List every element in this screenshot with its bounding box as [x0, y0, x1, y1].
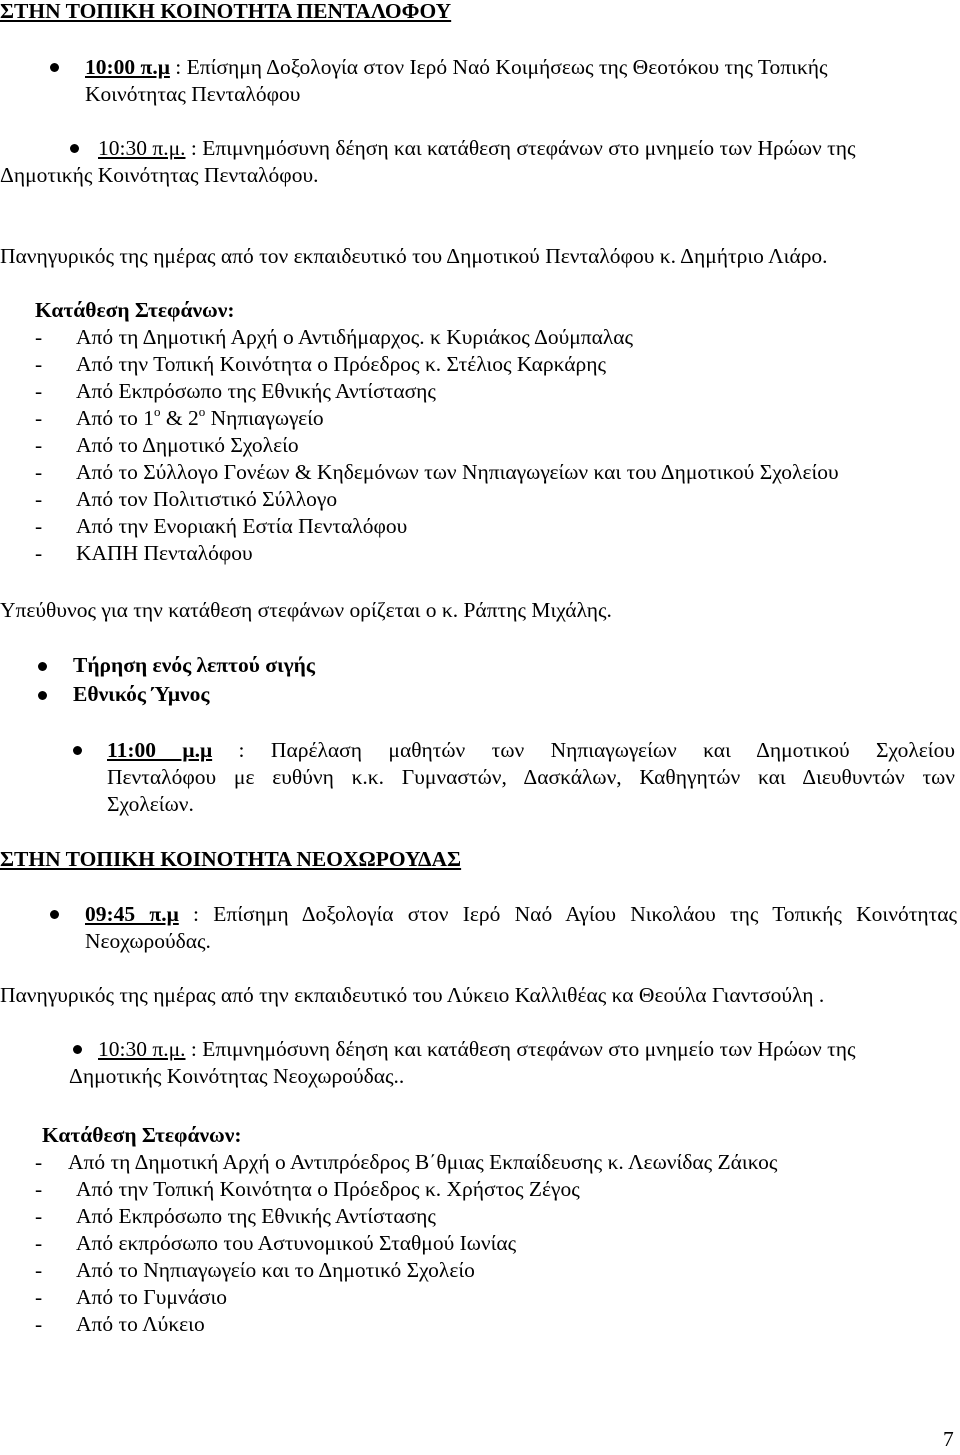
- item-text-continued: Δημοτικής Κοινότητας Νεοχωρούδας..: [69, 1064, 405, 1088]
- program-item-memorial-pentalofos: [98, 135, 856, 162]
- wreath-item: ΚΑΠΗ Πενταλόφου: [76, 541, 253, 565]
- responsible-person-line: Υπεύθυνος για την κατάθεση στεφάνων ορίζεται ο κ. Ράπτης Μιχάλης.: [0, 598, 612, 622]
- bullet-icon: [73, 1045, 82, 1054]
- wreath-item: Από την Τοπική Κοινότητα ο Πρόεδρος κ. Χρήστος Ζέγος: [76, 1177, 580, 1201]
- program-item-doxology-neochorouda: [85, 901, 957, 928]
- national-anthem: Εθνικός Ύμνος: [73, 682, 210, 706]
- speech-line: Πανηγυρικός της ημέρας από τον εκπαιδευτικό του Δημοτικού Πενταλόφου κ. Δημήτριο Λιάρο.: [0, 244, 828, 268]
- wreath-item-kindergartens: Από το $1^o$ & $2^o$ Νηπιαγωγείο: [76, 404, 324, 430]
- wreaths-title: Κατάθεση Στεφάνων:: [42, 1123, 242, 1147]
- section-heading-neochorouda: ΣΤΗΝ ΤΟΠΙΚΗ ΚΟΙΝΟΤΗΤΑ ΝΕΟΧΩΡΟΥΔΑΣ: [0, 847, 462, 871]
- item-text: : Επιμνημόσυνη δέηση και κατάθεση στεφάνων στο μνημείο των Ηρώων της: [185, 1037, 856, 1061]
- bullet-icon: [70, 144, 79, 153]
- wreath-item: Από τον Πολιτιστικό Σύλλογο: [76, 487, 338, 511]
- page-number: 7: [943, 1427, 954, 1451]
- program-item-doxology-pentalofos: [85, 54, 828, 81]
- wreath-item: Από την Τοπική Κοινότητα ο Πρόεδρος κ. Στέλιος Καρκάρης: [76, 352, 607, 376]
- item-text: : Επιμνημόσυνη δέηση και κατάθεση στεφάνων στο μνημείο των Ηρώων της: [185, 136, 856, 160]
- speech-line: Πανηγυρικός της ημέρας από την εκπαιδευτικό του Λύκειο Καλλιθέας κα Θεούλα Γιαντσούλη .: [0, 983, 825, 1007]
- wreath-item: Από εκπρόσωπο του Αστυνομικού Σταθμού Ιωνίας: [76, 1231, 517, 1255]
- bullet-icon: [38, 691, 47, 700]
- bullet-icon: [50, 910, 59, 919]
- wreath-item: Από την Ενοριακή Εστία Πενταλόφου: [76, 514, 408, 538]
- bullet-icon: [50, 63, 59, 72]
- time-label: 09:45 π.μ: [85, 902, 179, 926]
- wreaths-title: Κατάθεση Στεφάνων:: [35, 298, 235, 322]
- item-text-continued: Πενταλόφου με ευθύνη κ.κ. Γυμναστών, Δασκάλων, Καθηγητών και Διευθυντών των: [107, 765, 955, 789]
- bullet-icon: [38, 662, 47, 671]
- wreath-item: Από τη Δημοτική Αρχή ο Αντιπρόεδρος Β΄θμιας Εκπαίδευσης κ. Λεωνίδας Ζάικος: [68, 1150, 778, 1174]
- item-text-continued: Νεοχωρούδας.: [85, 929, 211, 953]
- program-item-memorial-neochorouda: [98, 1036, 856, 1063]
- wreath-item: Από το Σύλλογο Γονέων & Κηδεμόνων των Νηπιαγωγείων και του Δημοτικού Σχολείου: [76, 460, 839, 484]
- time-label: 10:00 π.μ: [85, 55, 170, 79]
- section-heading-pentalofos: ΣΤΗΝ ΤΟΠΙΚΗ ΚΟΙΝΟΤΗΤΑ ΠΕΝΤΑΛΟΦΟΥ: [0, 0, 452, 23]
- wreath-item: Από το Νηπιαγωγείο και το Δημοτικό Σχολείο: [76, 1258, 475, 1282]
- time-label: 10:30 π.μ.: [98, 1037, 186, 1061]
- bullet-icon: [73, 746, 82, 755]
- wreath-item: Από το Δημοτικό Σχολείο: [76, 433, 299, 457]
- item-text-continued: Δημοτικής Κοινότητας Πενταλόφου.: [0, 163, 319, 187]
- program-item-parade: [107, 737, 955, 764]
- item-text-continued: Κοινότητας Πενταλόφου: [85, 82, 301, 106]
- minute-silence: Τήρηση ενός λεπτού σιγής: [73, 653, 315, 677]
- wreath-item: Από το Λύκειο: [76, 1312, 205, 1336]
- wreath-item: Από Εκπρόσωπο της Εθνικής Αντίστασης: [76, 1204, 436, 1228]
- item-text-continued: Σχολείων.: [107, 792, 194, 816]
- time-label: 10:30 π.μ.: [98, 136, 186, 160]
- wreath-item: Από Εκπρόσωπο της Εθνικής Αντίστασης: [76, 379, 436, 403]
- item-text: : Επίσημη Δοξολογία στον Ιερό Ναό Αγίου Νικολάου της Τοπικής Κοινότητας: [178, 902, 957, 926]
- item-text: : Παρέλαση μαθητών των Νηπιαγωγείων και Δημοτικού Σχολείου: [212, 738, 955, 762]
- wreath-item: Από το Γυμνάσιο: [76, 1285, 227, 1309]
- wreath-item: Από τη Δημοτική Αρχή ο Αντιδήμαρχος. κ Κυριάκος Δούμπαλας: [76, 325, 634, 349]
- item-text: : Επίσημη Δοξολογία στον Ιερό Ναό Κοιμήσεως της Θεοτόκου της Τοπικής: [169, 55, 828, 79]
- time-label: 11:00 μ.μ: [107, 738, 213, 762]
